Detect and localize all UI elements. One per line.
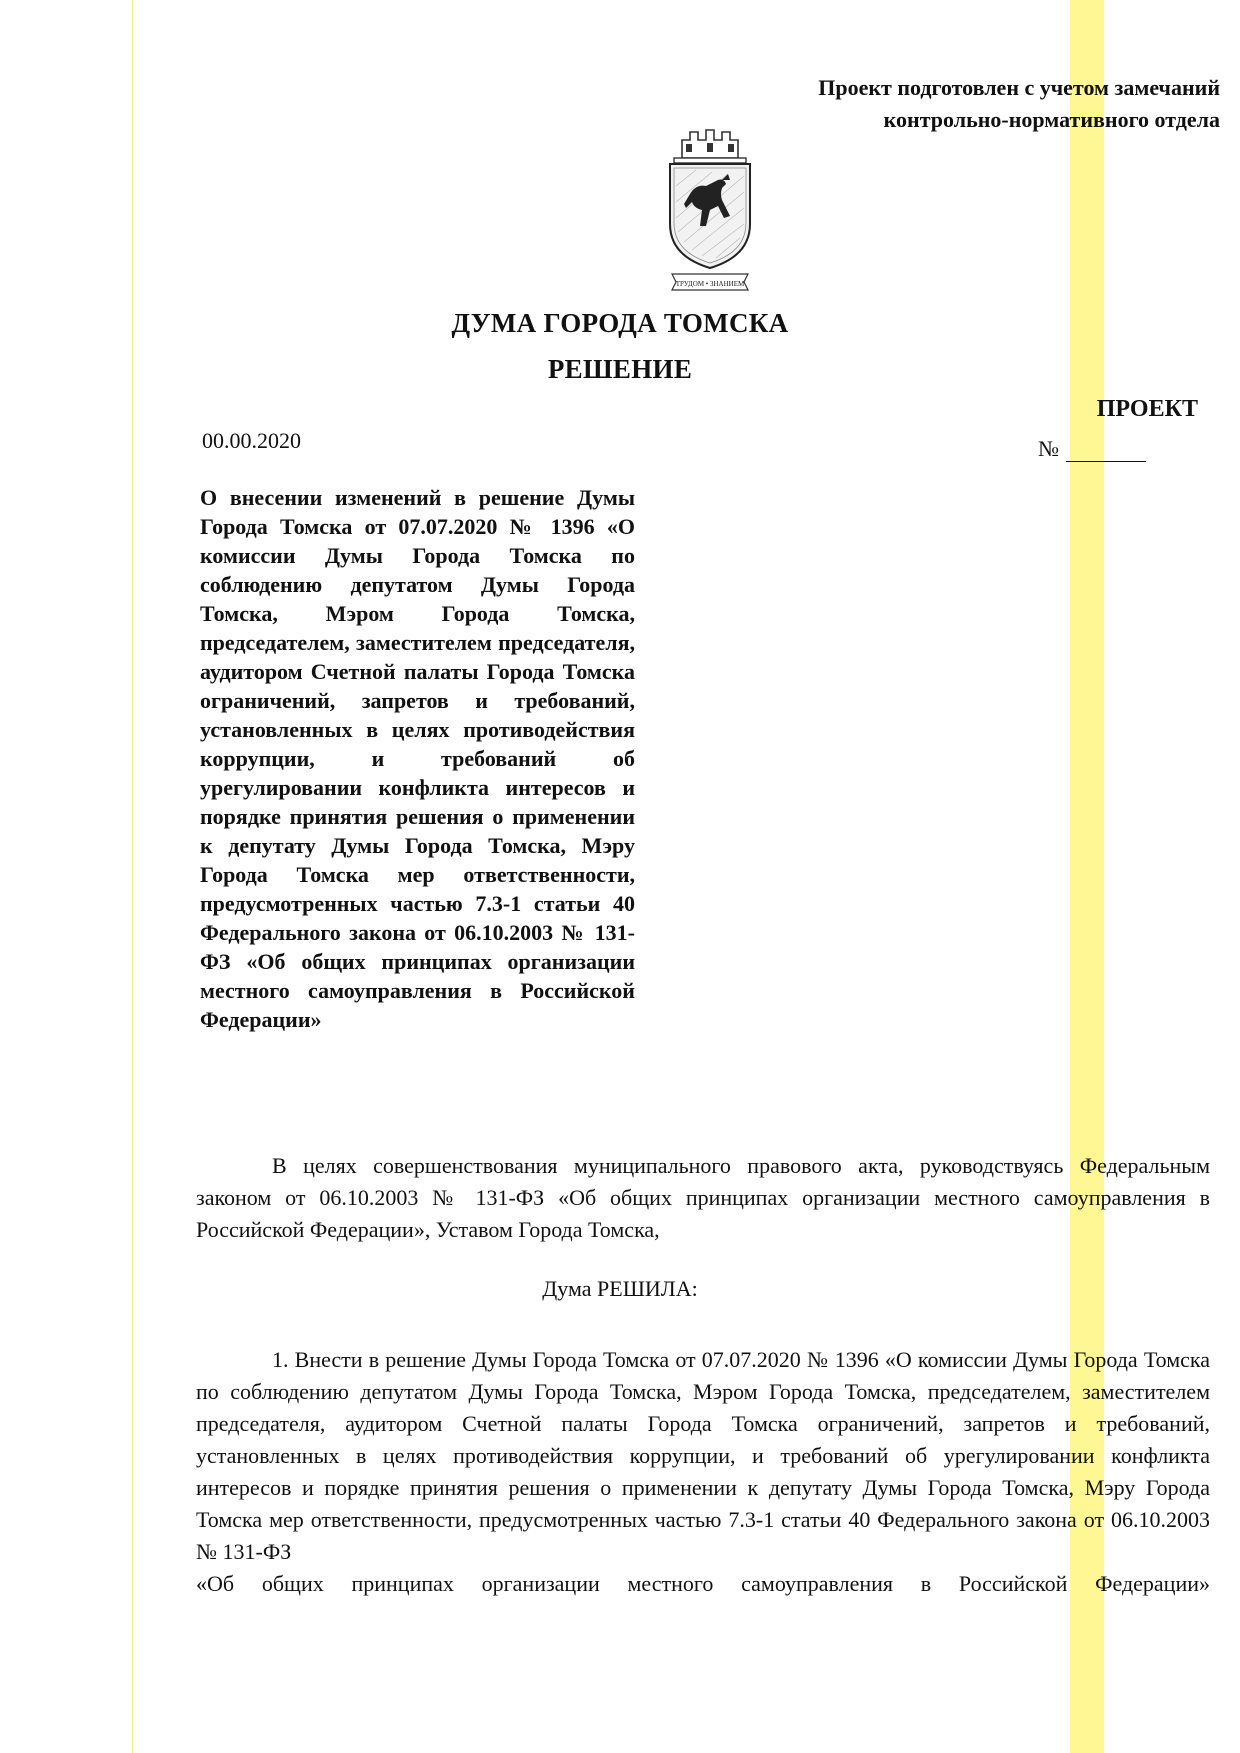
header-note-line2: контрольно-нормативного отдела bbox=[883, 107, 1220, 132]
project-label: ПРОЕКТ bbox=[1096, 396, 1198, 422]
item-1-tail: «Об общих принципах организации местного самоуправления в Российской Федерации» bbox=[196, 1571, 1210, 1596]
emblem-motto: ТРУДОМ • ЗНАНИЕМ bbox=[675, 280, 745, 288]
item-1-body: 1. Внести в решение Думы Города Томска от 07.07.2020 № 1396 «О комиссии Думы Города Томска по соблюдению депутатом Думы Города Томска, Мэром Города Томска, председателем, заместителем председателя, аудитором Счетной палаты Города Томска ограничений, запретов и требований, установленных в целях противодействия коррупции, и требований об урегулировании конфликта интересов и порядке принятия решения о применении к депутату Думы Города Томска, Мэру Города Томска мер ответственности, предусмотренных частью 7.3-1 статьи 40 Федерального закона от 06.10.2003 № 131-ФЗ bbox=[196, 1347, 1210, 1564]
preamble-paragraph: В целях совершенствования муниципального правового акта, руководствуясь Федеральным законом от 06.10.2003 № 131-ФЗ «Об общих принципах организации местного самоуправления в Российской Федерации», Уставом Города Томска, bbox=[196, 1153, 1210, 1242]
number-label: № bbox=[1038, 436, 1059, 461]
decision-title-text: О внесении изменений в решение Думы Города Томска от 07.07.2020 № 1396 «О комиссии Думы Города Томска по соблюдению депутатом Думы Города Томска, Мэром Города Томска, председателем, заместителем председателя, аудитором Счетной палаты Города Томска ограничений, запретов и требований, установленных в целях противодействия коррупции, и требований об урегулировании конфликта интересов и порядке принятия решения о применении к депутату Думы Города Томска, Мэру Города Томска мер ответственности, предусмотренных частью 7.3-1 статьи 40 Федерального закона от 06.10.2003 № 131-ФЗ «Об общих принципах организации местного самоуправления в Российской Федерации» bbox=[200, 485, 635, 1032]
document-type: РЕШЕНИЕ bbox=[547, 354, 693, 384]
scan-edge-line bbox=[132, 0, 133, 1753]
header-note-line1: Проект подготовлен с учетом замечаний bbox=[818, 75, 1220, 100]
number-blank-line bbox=[1066, 461, 1146, 462]
item-1-paragraph bbox=[196, 1344, 1210, 1600]
resolved-line: Дума РЕШИЛА: bbox=[542, 1276, 698, 1301]
document-date: 00.00.2020 bbox=[202, 428, 301, 453]
decision-title bbox=[200, 483, 635, 1034]
tomsk-coat-of-arms-emblem bbox=[660, 128, 760, 300]
organization-title: ДУМА ГОРОДА ТОМСКА bbox=[451, 308, 789, 338]
header-note bbox=[660, 72, 1220, 136]
